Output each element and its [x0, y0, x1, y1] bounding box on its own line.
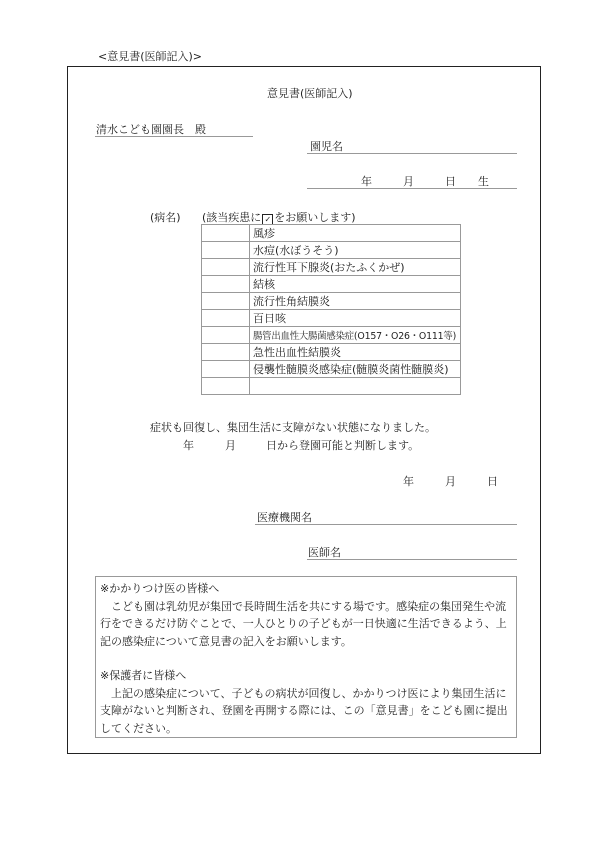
table-row — [202, 327, 461, 344]
disease-check-cell[interactable] — [202, 310, 250, 327]
table-row — [202, 344, 461, 361]
disease-instruction-prefix: (該当疾患に — [202, 211, 262, 224]
table-row — [202, 259, 461, 276]
birth-day-label: 日 — [445, 175, 456, 188]
attend-tail: 日から登園可能と判断します。 — [266, 439, 420, 452]
disease-check-cell[interactable] — [202, 259, 250, 276]
attend-year-label: 年 — [183, 439, 194, 452]
table-row — [202, 225, 461, 242]
medical-institution-field[interactable] — [255, 524, 517, 525]
disease-check-cell[interactable] — [202, 344, 250, 361]
disease-check-cell[interactable] — [202, 293, 250, 310]
child-name-field[interactable] — [307, 153, 517, 154]
disease-check-cell[interactable] — [202, 242, 250, 259]
birth-year-label: 年 — [361, 175, 372, 188]
disease-name-blank[interactable] — [250, 378, 461, 395]
table-row — [202, 378, 461, 395]
disease-check-cell[interactable] — [202, 361, 250, 378]
addressee: 清水こども園園長 殿 — [96, 123, 206, 136]
header-label: <意見書(医師記入)> — [98, 50, 203, 63]
disease-instruction-suffix: をお願いします) — [274, 211, 356, 224]
disease-instruction — [202, 209, 356, 225]
table-row — [202, 293, 461, 310]
disease-name: 腸管出血性大腸菌感染症(O157・O26・O111等) — [250, 327, 461, 344]
disease-name: 百日咳 — [250, 310, 461, 327]
recovery-statement: 症状も回復し、集団生活に支障がない状態になりました。 — [150, 421, 436, 434]
disease-check-cell[interactable] — [202, 276, 250, 293]
disease-check-cell[interactable] — [202, 327, 250, 344]
guardian-notice-body: 上記の感染症について、子どもの病状が回復し、かかりつけ医により集団生活に支障がないと判断され、登園を再開する際には、この「意見書」をこども園に提出してください。 — [100, 686, 508, 735]
disease-name: 結核 — [250, 276, 461, 293]
doctor-notice-body: こども園は乳幼児が集団で長時間生活を共にする場です。感染症の集団発生や流行をできるだけ防ぐことで、一人ひとりの子どもが一日快適に生活できるよう、上記の感染症について意見書の記入をお願いします。 — [100, 599, 507, 648]
disease-name: 水痘(水ぼうそう) — [250, 242, 461, 259]
form-title: 意見書(医師記入) — [267, 87, 353, 100]
birth-month-label: 月 — [403, 175, 414, 188]
addressee-underline — [95, 136, 253, 137]
disease-name: 侵襲性髄膜炎感染症(髄膜炎菌性髄膜炎) — [250, 361, 461, 378]
guardian-notice-heading: ※保護者に皆様へ — [100, 669, 187, 682]
doctor-notice-heading: ※かかりつけ医の皆様へ — [100, 582, 220, 595]
doctor-name-field[interactable] — [307, 559, 517, 560]
disease-name: 急性出血性結膜炎 — [250, 344, 461, 361]
table-row — [202, 361, 461, 378]
attend-month-label: 月 — [225, 439, 236, 452]
table-row — [202, 310, 461, 327]
disease-name: 流行性耳下腺炎(おたふくかぜ) — [250, 259, 461, 276]
issue-year-label: 年 — [403, 475, 414, 488]
checkmark-box-icon: ✓ — [262, 214, 273, 225]
table-row — [202, 276, 461, 293]
table-row — [202, 242, 461, 259]
doctor-name-label: 医師名 — [308, 546, 341, 559]
notice-box — [95, 576, 517, 738]
disease-table — [201, 224, 461, 395]
disease-name: 流行性角結膜炎 — [250, 293, 461, 310]
issue-day-label: 日 — [487, 475, 498, 488]
birth-suffix-label: 生 — [478, 175, 489, 188]
issue-month-label: 月 — [445, 475, 456, 488]
disease-label: (病名) — [150, 211, 181, 224]
medical-institution-label: 医療機関名 — [257, 511, 312, 524]
disease-check-cell[interactable] — [202, 225, 250, 242]
disease-check-cell[interactable] — [202, 378, 250, 395]
child-name-label: 園児名 — [310, 140, 343, 153]
birthdate-field[interactable] — [307, 188, 517, 189]
disease-name: 風疹 — [250, 225, 461, 242]
